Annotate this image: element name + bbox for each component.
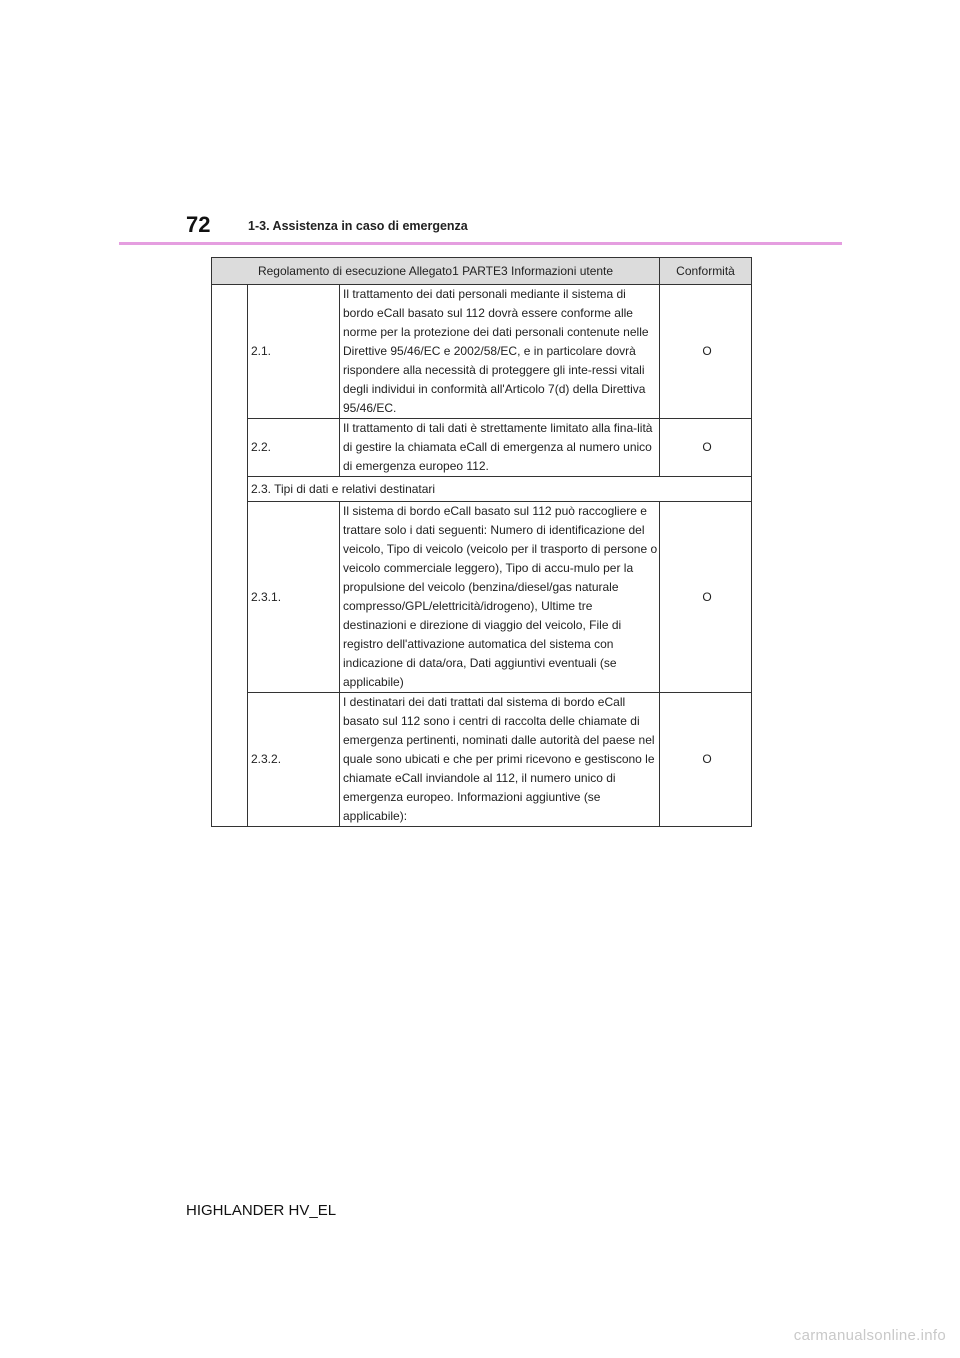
regulation-table (211, 257, 752, 827)
header-regulation: Regolamento di esecuzione Allegato1 PARTE3 Informazioni utente (212, 258, 660, 285)
table-header-row (212, 258, 752, 285)
table-row (212, 693, 752, 827)
header-conformity: Conformità (660, 258, 752, 285)
footer-model: HIGHLANDER HV_EL (186, 1202, 337, 1219)
row-text: Il trattamento dei dati personali mediante il sistema di bordo eCall basato sul 112 dovrà essere conforme alle norme per la protezione dei dati personali contenute nelle Direttive 95/46/EC e 2002/58/EC, e in particolare dovrà rispondere alla necessità di proteggere gli inte-ressi vitali degli individui in conformità all'Articolo 7(d) della Direttiva 95/46/EC. (340, 285, 660, 419)
row-number: 2.3.1. (248, 502, 340, 693)
row-number: 2.1. (248, 285, 340, 419)
table-row (212, 285, 752, 419)
row-conformity: O (660, 693, 752, 827)
subheading: 2.3. Tipi di dati e relativi destinatari (248, 477, 752, 502)
watermark: carmanualsonline.info (793, 1327, 946, 1344)
table-subheading-row (212, 477, 752, 502)
page-number: 72 (186, 212, 211, 237)
row-text: Il trattamento di tali dati è strettamente limitato alla fina-lità di gestire la chiamata eCall di emergenza al numero unico di emergenza europeo 112. (340, 419, 660, 477)
row-number: 2.3.2. (248, 693, 340, 827)
row-conformity: O (660, 502, 752, 693)
indent-cell (212, 285, 248, 827)
row-conformity: O (660, 285, 752, 419)
table-row (212, 502, 752, 693)
row-number: 2.2. (248, 419, 340, 477)
row-text: Il sistema di bordo eCall basato sul 112 può raccogliere e trattare solo i dati seguenti: Numero di identificazione del veicolo, Tipo di veicolo (veicolo per il trasporto di persone o veicolo commerciale leggero), Tipo di accu-mulo per la propulsione del veicolo (benzina/diesel/gas naturale compresso/GPL/elettricità/idrogeno), Ultime tre destinazioni e direzione di viaggio del veicolo, File di registro dell'attivazione automatica del sistema con indicazione di data/ora, Dati aggiuntivi eventuali (se applicabile) (340, 502, 660, 693)
row-conformity: O (660, 419, 752, 477)
section-title: 1-3. Assistenza in caso di emergenza (248, 219, 468, 233)
table-row (212, 419, 752, 477)
header-divider (119, 242, 842, 245)
row-text: I destinatari dei dati trattati dal sistema di bordo eCall basato sul 112 sono i centri di raccolta delle chiamate di emergenza pertinenti, nominati dalle autorità del paese nel quale sono ubicati e che per primi ricevono e gestiscono le chiamate eCall inviandole al 112, il numero unico di emergenza europeo. Informazioni aggiuntive (se applicabile): (340, 693, 660, 827)
